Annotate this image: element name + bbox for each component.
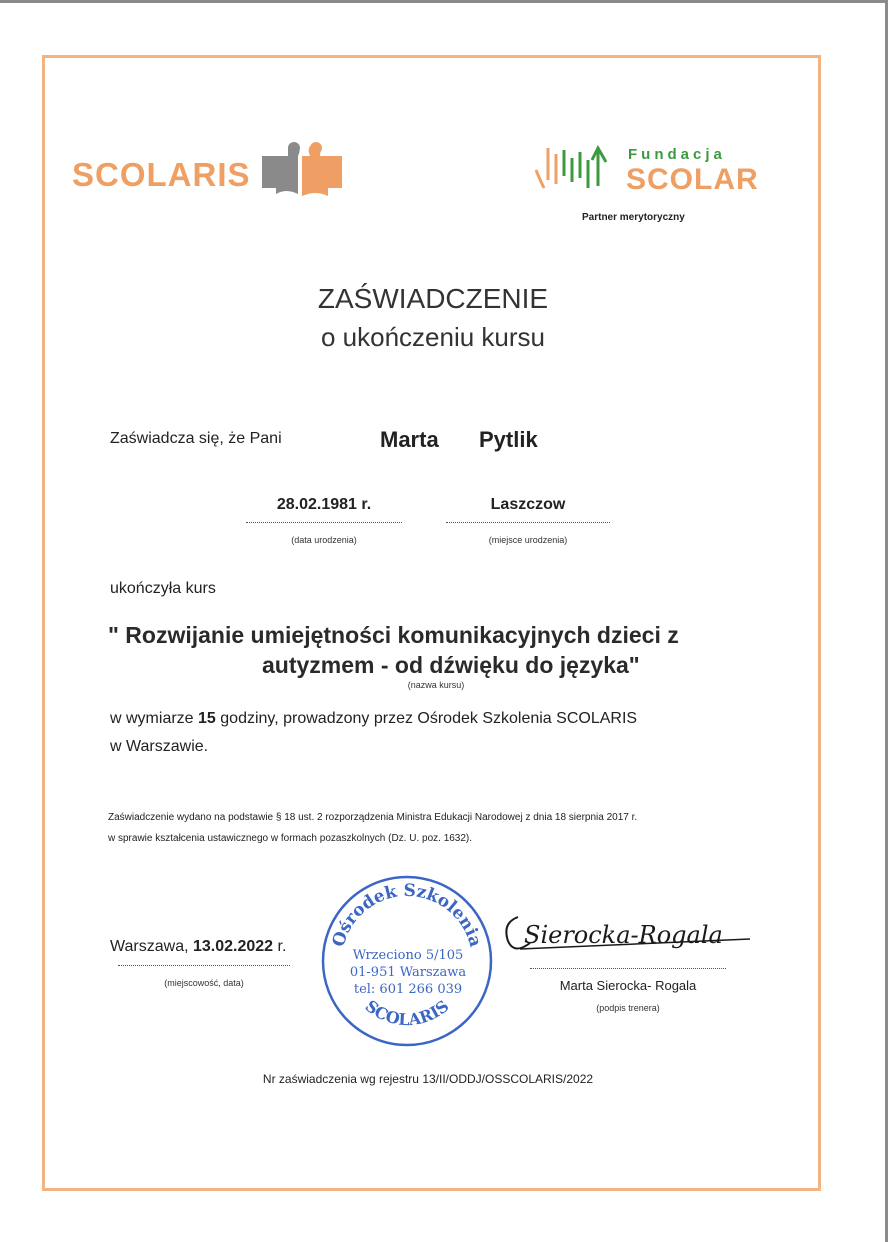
scan-edge-top — [0, 0, 888, 3]
birth-date-caption: (data urodzenia) — [291, 535, 357, 545]
stamp-bottom-text: SCOLARIS — [361, 996, 453, 1030]
fundacja-scolar-emblem-icon — [532, 140, 622, 196]
scope-line1 — [110, 710, 637, 728]
first-name: Marta — [380, 427, 439, 452]
birth-place-line — [446, 522, 610, 523]
completed-text: ukończyła kurs — [110, 580, 216, 597]
issue-suffix: r. — [277, 938, 287, 955]
stamp-line2: 01-951 Warszawa — [349, 965, 467, 980]
course-name-line2: autyzmem - od dźwięku do języka" — [262, 652, 640, 678]
stamp-line1: Wrzeciono 5/105 — [352, 948, 464, 963]
place-date — [110, 938, 286, 956]
certificate-subtitle: o ukończeniu kursu — [320, 322, 546, 352]
partner-label: Partner merytoryczny — [582, 212, 685, 223]
place-date-line — [118, 965, 290, 966]
puzzle-book-icon — [258, 138, 344, 204]
course-name-line1: " Rozwijanie umiejętności komunikacyjnych dzieci z — [108, 622, 679, 648]
trainer-signature-line — [530, 968, 726, 969]
trainer-caption: (podpis trenera) — [596, 1003, 660, 1013]
scolaris-logo-text: SCOLARIS — [72, 156, 251, 193]
birth-date: 28.02.1981 r. — [276, 496, 372, 513]
stamp-line3: tel: 601 266 039 — [353, 982, 463, 997]
stamp-top-text: Ośrodek Szkolenia — [328, 880, 486, 950]
intro-text: Zaświadcza się, że Pani — [110, 430, 282, 447]
issue-date: 13.02.2022 — [192, 938, 274, 955]
certificate-title: ZAŚWIADCZENIE — [317, 283, 549, 314]
register-number: Nr zaświadczenia wg rejestru 13/II/ODDJ/OSSCOLARIS/2022 — [262, 1072, 594, 1086]
place-prefix: Warszawa, — [110, 938, 189, 955]
school-stamp — [318, 872, 496, 1050]
legal-line1: Zaświadczenie wydano na podstawie § 18 ust. 2 rozporządzenia Ministra Edukacji Narodowej z dnia 18 sierpnia 2017 r. — [108, 812, 638, 823]
last-name: Pytlik — [479, 427, 538, 452]
birth-place-caption: (miejsce urodzenia) — [488, 535, 568, 545]
birth-date-line — [246, 522, 402, 523]
trainer-signature — [500, 903, 760, 963]
fundacja-scolar-name: SCOLAR — [626, 163, 759, 196]
course-caption: (nazwa kursu) — [407, 680, 465, 690]
hours-value: 15 — [198, 710, 216, 727]
scope-suffix: godziny, prowadzony przez Ośrodek Szkolenia SCOLARIS — [220, 710, 638, 727]
legal-line2: w sprawie kształcenia ustawicznego w formach pozaszkolnych (Dz. U. poz. 1632). — [108, 833, 473, 844]
scope-line2: w Warszawie. — [110, 738, 209, 755]
trainer-name: Marta Sierocka- Rogala — [559, 978, 697, 993]
birth-place: Laszczow — [490, 496, 566, 513]
svg-text:Sierocka-Rogala: Sierocka-Rogala — [524, 921, 723, 949]
scope-prefix: w wymiarze — [110, 710, 194, 727]
place-date-caption: (miejscowość, data) — [164, 978, 244, 988]
fundacja-word: Fundacja — [628, 146, 726, 163]
